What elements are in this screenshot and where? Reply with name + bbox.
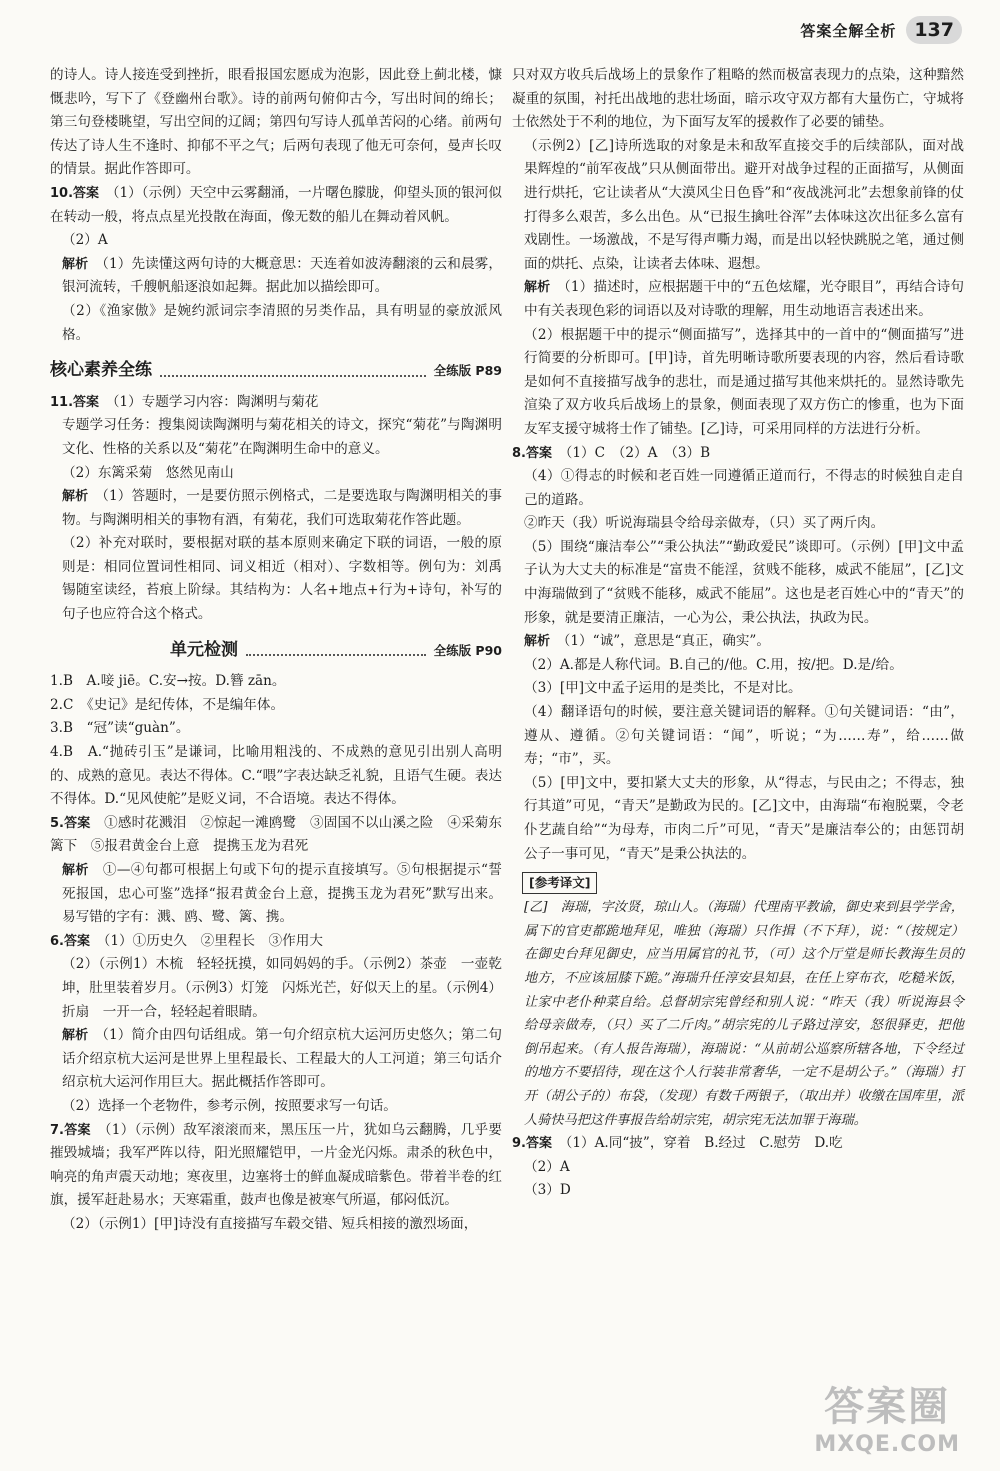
answer-text: 专题学习任务：搜集阅读陶渊明与菊花相关的诗文，探究“菊花”与陶渊明文化、性格的关系以及“菊花”在陶渊明生命中的意义。 [62,417,502,457]
section-heading [50,359,502,383]
analysis-text: （1）“诚”，意思是“真正，确实”。 [563,633,770,650]
page-header [800,12,962,48]
paragraph: 只对双方收兵后战场上的景象作了粗略的然而极富表现力的点染，这种黯然凝重的氛围，衬托出战地的悲壮场面，暗示攻守双方都有大量伤亡，守城将士依然处于不利的地位，为下面写友军的援救作了必要的铺垫。 [512,67,964,131]
section-ref: 全练版 P89 [433,363,502,379]
answer-text: （2）（示例1）木梳 轻轻抚摸，如同妈妈的手。（示例2）茶壶 一壶乾坤，肚里装着岁月。（示例3）灯笼 闪烁光芒，好似天上的星。（示例4）折扇 一开一合，轻轻起着眼睛。 [62,956,502,1020]
answer-label: 5.答案 [50,815,91,831]
analysis-text: （2）A.都是人称代词。B.自己的/他。C.用，按/把。D.是/给。 [524,656,903,673]
answer-text: （3）D [524,1182,571,1199]
analysis-text: （1）先读懂这两句诗的大概意思：天连着如波涛翻滚的云和晨雾，银河流转，千艘帆船逐浪如起舞。据此加以描绘即可。 [62,255,502,296]
analysis-text: ①—④句都可根据上句或下句的提示直接填写。⑤句根据提示“誓死报国，忠心可鉴”选择“报君黄金台上意，提携玉龙为君死”默写出来。易写错的字有：溅、鸥、鹭、篱、携。 [62,862,502,926]
watermark-url: MXQE.COM [814,1432,960,1457]
answer-text: （5）围绕“廉洁奉公”“秉公执法”“勤政爱民”谈即可。（示例）[甲]文中孟子认为大丈夫的标准是“富贵不能淫，贫贱不能移，威武不能屈”，[乙]文中海瑞做到了“贫贱不能移，威武不能屈”。这也是老百姓心中的“青天”的形象，就是要清正廉洁，一心为公，秉公执法，执政为民。 [524,538,964,626]
answer-label: 11.答案 [50,394,100,410]
analysis-text: （3）[甲]文中孟子运用的是类比，不是对比。 [524,680,802,697]
analysis-label: 解析 [524,280,551,296]
divider [246,644,426,656]
analysis-text: （5）[甲]文中，要扣紧大丈夫的形象，从“得志，与民由之；不得志，独行其道”可见，“青天”是勤政为民的。[乙]文中，由海瑞“布袍脱粟，令老仆艺蔬自给”“为母寿，市肉二斤”可见，“青天”是廉洁奉公的；由惩罚胡公子一事可见，“青天”是秉公执法的。 [524,774,964,862]
analysis-text: （1）答题时，一是要仿照示例格式，二是要选取与陶渊明相关的事物。与陶渊明相关的事物有酒，有菊花，我们可选取菊花作答此题。 [62,488,502,528]
analysis-label: 解析 [62,863,89,878]
watermark [814,1375,960,1457]
analysis-text: （2）根据题干中的提示“侧面描写”，选择其中的一首中的“侧面描写”进行简要的分析即可。[甲]诗，首先明晰诗歌所要表现的内容，然后看诗歌是如何不直接描写战争的悲壮，而是通过描写其他来烘托的。显然诗歌先渲染了双方收兵后战场上的景象，侧面表现了双方伤亡的惨重，也为下面友军支援守城将士作了铺垫。[乙]诗，可采用同样的方法进行分析。 [524,326,964,437]
answer-text: （1）（示例）敌军滚滚而来，黑压压一片，犹如乌云翻腾，几乎要摧毁城墙；我军严阵以待，阳光照耀铠甲，一片金光闪烁。肃杀的秋色中，响亮的角声震天动地；寒夜里，边塞将士的鲜血凝成暗紫色。带着半卷的红旗，援军赶赴易水；天寒霜重，鼓声也像是被寒气所逼，郁闷低沉。 [50,1121,503,1209]
analysis-text: （2）补充对联时，要根据对联的基本原则来确定下联的词语，一般的原则是：相同位置词性相同、词义相近（相对）、字数相等。例句为：刘禹锡随室读经，苔痕上阶绿。其结构为：人名+地点+行为+诗句，补写的句子也应符合这个格式。 [62,535,502,623]
header-title: 答案全解全析 [800,21,897,40]
left-column [50,64,502,1237]
answer-text: （2）东篱采菊 悠然见南山 [62,464,234,481]
right-column [512,64,964,1203]
analysis-text: （2）选择一个老物件，参考示例，按照要求写一句话。 [62,1097,397,1114]
answer-label: 9.答案 [512,1136,552,1152]
paragraph: （示例2）[乙]诗所选取的对象是未和敌军直接交手的后续部队，面对战果辉煌的“前军夜战”只从侧面带出。避开对战争过程的正面描写，从侧面进行烘托，它让读者从“大漠风尘日色昏”和“夜战洮河北”去想象前锋的仗打得多么艰苦，多么出色。从“已报生擒吐谷浑”去体味这次出征多么富有戏剧性。一场激战，不是写得声嘶力竭，而是出以轻快跳脱之笔，通过侧面的烘托、点染，让读者去体味、遐想。 [524,137,964,272]
watermark-logo: 答案圈 [824,1384,951,1430]
reference-translation-label: [参考译文] [522,872,597,894]
answer-text: （1）（示例）天空中云雾翻涌，一片曙色朦胧，仰望头顶的银河似在转动一般，将点点星光投散在海面，像无数的船儿在舞动着风帆。 [50,184,503,225]
analysis-label: 解析 [62,1028,89,1044]
answer-text: （2）A [524,1158,570,1175]
answer-text: ①感时花溅泪 ②惊起一滩鸥鹭 ③固国不以山溪之险 ④采菊东篱下 ⑤报君黄金台上意 提携玉龙为君死 [50,814,503,855]
answer-text: ②昨天（我）听说海瑞县令给母亲做寿，（只）买了两斤肉。 [524,515,885,532]
answer-text: （2）（示例1）[甲]诗没有直接描写车毂交错、短兵相接的激烈场面， [62,1215,478,1232]
reference-translation: [乙] 海瑞，字汝贤，琼山人。（海瑞）代理南平教谕，御史来到县学学舍，属下的官吏都跪地拜见，唯独（海瑞）只作揖（不下拜），说：“（按规定）在御史台拜见御史，应当用属官的礼节，（可）这个厅堂是师长教海生员的地方，不应该屈膝下跪。”海瑞升任淳安县知县，在任上穿布衣，吃糙米饭，让家中老仆种菜自给。总督胡宗宪曾经和别人说：“昨天（我）听说海县令给母亲做寿，（只）买了二斤肉。”胡宗宪的儿子路过淳安，怒很驿吏，把他倒吊起来。（有人报告海瑞），海瑞说：“从前胡公巡察所辖各地，下令经过的地方不要招待，现在这个人行装非常奢华，一定不是胡公子。”（海瑞）打开（胡公子的）布袋，（发现）有数千两银子，（取出并）收缴在国库里，派人骑快马把这件事报告给胡宗宪，胡宗宪无法加罪于海瑞。 [524,900,964,1128]
section-heading [50,639,502,663]
section-title: 核心素养全练 [50,360,152,381]
answer-text: 2.C 《史记》是纪传体，不是编年体。 [50,696,285,713]
analysis-text: （1）简介由四句话组成。第一句介绍京杭大运河历史悠久；第二句话介绍京杭大运河是世界上里程最长、工程最大的人工河道；第三句话介绍京杭大运河作用巨大。据此概括作答即可。 [62,1027,502,1091]
answer-label: 6.答案 [50,933,90,949]
answer-text: （4）①得志的时候和老百姓一同遵循正道而行，不得志的时候独自走自己的道路。 [524,468,964,508]
analysis-text: （4）翻译语句的时候，要注意关键词语的解释。①句关键词语：“由”，遵从、遵循。②句关键词语：“闻”，听说；“为……寿”，给……做寿；“市”，买。 [524,704,964,768]
answer-text: 4.B A.“抛砖引玉”是谦词，比喻用粗浅的、不成熟的意见引出别人高明的、成熟的意见。表达不得体。C.“喂”字表达缺乏礼貌，且语气生硬。表达不得体。D.“见风使舵”是贬义词，不合语境。表达不得体。 [50,744,502,808]
section-ref: 全练版 P90 [433,642,502,658]
answer-text: （1）专题学习内容：陶渊明与菊花 [112,393,319,410]
answer-text: （1）C （2）A （3）B [565,444,711,461]
answer-label: 10.答案 [50,185,100,201]
analysis-text: （1）描述时，应根据题干中的“五色炫耀，光夺眼目”，再结合诗句中有关表现色彩的词语以及对诗歌的理解，用生动地语言表述出来。 [524,279,964,319]
answer-label: 8.答案 [512,445,552,461]
analysis-text: （2）《渔家傲》是婉约派词宗李清照的另类作品，具有明显的豪放派风格。 [62,302,502,343]
answer-label: 7.答案 [50,1122,91,1138]
section-title: 单元检测 [170,639,238,660]
answer-text: （2）A [62,232,108,249]
answer-text: 3.B “冠”读“guàn”。 [50,720,190,737]
answer-text: （1）①历史久 ②里程长 ③作用大 [103,932,323,949]
answer-text: 1.B A.唼 jiē。C.安→按。D.簪 zān。 [50,673,286,690]
analysis-label: 解析 [62,256,89,272]
divider [160,365,426,377]
analysis-label: 解析 [62,489,89,505]
paragraph: 的诗人。诗人接连受到挫折，眼看报国宏愿成为泡影，因此登上蓟北楼，慷慨悲吟，写下了《登幽州台歌》。诗的前两句俯仰古今，写出时间的绵长；第三句登楼眺望，写出空间的辽阔；第四句写诗人孤单苦闷的心绪。前两句传达了诗人生不逢时、抑郁不平之气；后两句表现了他无可奈何，曼声长叹的情景。据此作答即可。 [50,67,502,178]
analysis-label: 解析 [524,634,551,650]
page-number: 137 [906,16,962,44]
answer-text: （1）A.同“披”，穿着 B.经过 C.慰劳 D.吃 [565,1135,843,1152]
